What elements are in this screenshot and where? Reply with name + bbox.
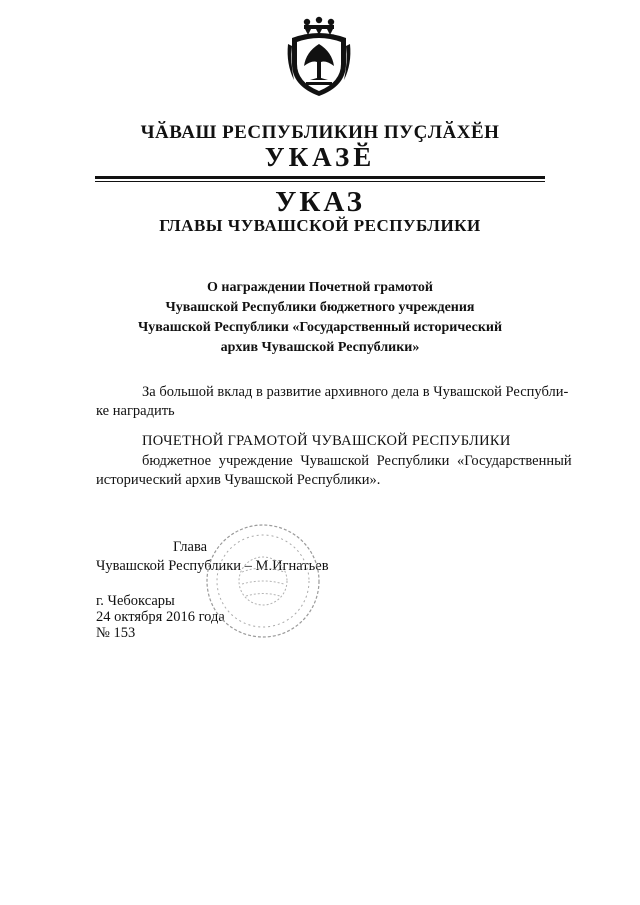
footer-number: № 153 (96, 625, 136, 641)
emblem-icon (284, 14, 354, 98)
decree-subject (80, 278, 560, 358)
footer-date: 24 октября 2016 года (96, 609, 225, 625)
body-para2-line1: бюджетное учреждение Чувашской Республики «Государственный (142, 453, 572, 469)
subject-line: архив Чувашской Республики» (220, 340, 420, 355)
signature-title: Глава (173, 539, 208, 555)
footer-city: г. Чебоксары (96, 593, 175, 609)
header-divider-thin (95, 181, 545, 182)
header-divider-thick (95, 176, 545, 179)
header-ukaz: УКАЗ (275, 186, 365, 218)
body-para1-line1: За большой вклад в развитие архивного дела в Чувашской Республи- (142, 384, 569, 400)
award-title: ПОЧЕТНОЙ ГРАМОТОЙ ЧУВАШСКОЙ РЕСПУБЛИКИ (142, 433, 511, 449)
official-stamp-icon (202, 520, 324, 642)
subject-line: О награждении Почетной грамотой (207, 280, 433, 295)
signature-name: Чувашской Республики – М.Игнатьев (96, 558, 329, 574)
subject-line: Чувашской Республики бюджетного учреждения (165, 300, 475, 315)
header-chuvash-ukaze: УКАЗӖ (264, 142, 376, 172)
header-chuvash-title: ЧӐВАШ РЕСПУБЛИКИН ПУҪЛӐХӖН (140, 122, 500, 143)
body-para2-line2: исторический архив Чувашской Республики». (96, 472, 381, 488)
body-para1-line2: ке наградить (96, 403, 175, 419)
header-head-of-republic: ГЛАВЫ ЧУВАШСКОЙ РЕСПУБЛИКИ (159, 216, 481, 235)
subject-line: Чувашской Республики «Государственный исторический (137, 320, 503, 335)
